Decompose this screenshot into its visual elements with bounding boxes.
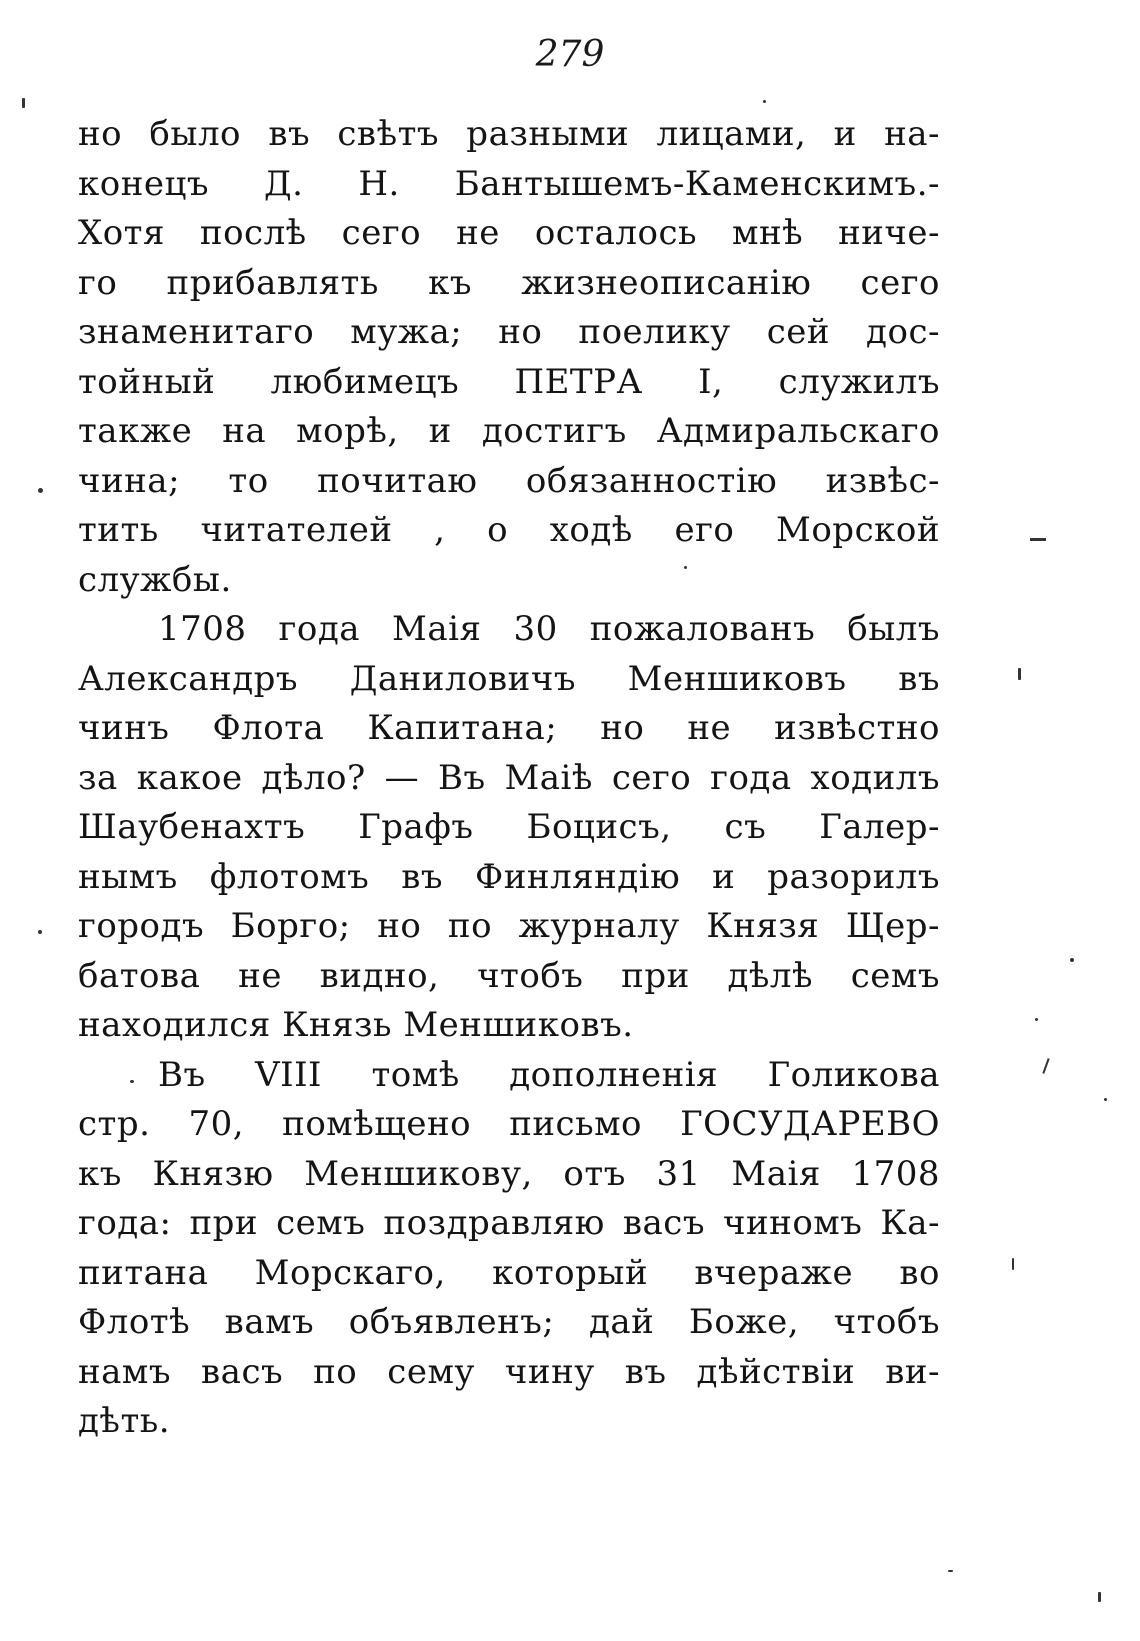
text-line: чинъ Флота Капитана; но не извѣстно: [78, 708, 940, 748]
text-line: Флотѣ вамъ объявленъ; дай Боже, чтобъ: [78, 1302, 940, 1342]
text-line: Шаубенахтъ Графъ Боцисъ, съ Галер-: [78, 807, 940, 847]
text-line: го прибавлять къ жизнеописанію сего: [78, 262, 940, 303]
text-line: за какое дѣло? — Въ Маіѣ сего года ходилъ: [78, 757, 940, 798]
scan-speck: [1104, 1098, 1107, 1101]
scan-mark: [1042, 1058, 1049, 1074]
text-line: батова не видно, чтобъ при дѣлѣ семъ: [78, 955, 940, 996]
text-line: тойный любимецъ ПЕТРА I, служилъ: [78, 361, 940, 402]
scan-speck: [38, 930, 42, 934]
scan-speck: [130, 1080, 134, 1083]
scan-speck: [38, 488, 43, 493]
text-line: службы.: [78, 559, 232, 600]
paragraph-2: [78, 605, 940, 1051]
page-number: 279: [535, 34, 605, 75]
paragraph-1: [78, 110, 940, 605]
text-line: дѣть.: [78, 1401, 171, 1441]
scan-speck: [763, 100, 766, 103]
scan-mark: [1030, 538, 1046, 541]
text-line: городъ Борго; но по журналу Князя Щер-: [78, 906, 940, 946]
text-line: стр. 70, помѣщено письмо ГОСУДАРЕВО: [78, 1104, 940, 1144]
text-line: чина; то почитаю обязанностію извѣс-: [78, 460, 940, 501]
scan-speck: [684, 566, 687, 569]
text-line: питана Морскаго, который вчераже во: [78, 1252, 940, 1293]
text-line: года: при семъ поздравляю васъ чиномъ Ка-: [78, 1203, 940, 1243]
text-line: также на морѣ, и достигъ Адмиральскаго: [78, 411, 940, 451]
text-line: Александръ Даниловичъ Меншиковъ въ: [78, 658, 940, 699]
text-line: конецъ Д. Н. Бантышемъ-Каменскимъ.-: [78, 163, 940, 204]
text-line: намъ васъ по сему чину въ дѣйствіи ви-: [78, 1351, 940, 1392]
text-line: но было въ свѣтъ разными лицами, и на-: [78, 114, 940, 154]
text-line: къ Князю Меншикову, отъ 31 Маія 1708: [78, 1153, 940, 1194]
scan-speck: [1098, 1592, 1101, 1602]
text-line: нымъ флотомъ въ Финляндію и разорилъ: [78, 856, 940, 897]
scan-speck: [948, 1570, 953, 1572]
scan-speck: [1035, 1018, 1038, 1021]
text-line: тить читателей , о ходѣ его Морской: [78, 510, 940, 550]
scan-speck: [1012, 1258, 1014, 1270]
paragraph-3: [78, 1051, 940, 1447]
scan-speck: [22, 98, 25, 108]
text-line: Въ VIII томѣ дополненія Голикова: [158, 1054, 940, 1095]
text-line: находился Князь Меншиковъ.: [78, 1005, 634, 1045]
scan-speck: [1018, 668, 1021, 680]
text-line: Хотя послѣ сего не осталось мнѣ ниче-: [78, 213, 940, 253]
page-body: [78, 110, 940, 1447]
text-line: 1708 года Маія 30 пожалованъ былъ: [158, 609, 940, 649]
text-line: знаменитаго мужа; но поелику сей дос-: [78, 312, 940, 352]
scan-speck: [1070, 958, 1074, 962]
